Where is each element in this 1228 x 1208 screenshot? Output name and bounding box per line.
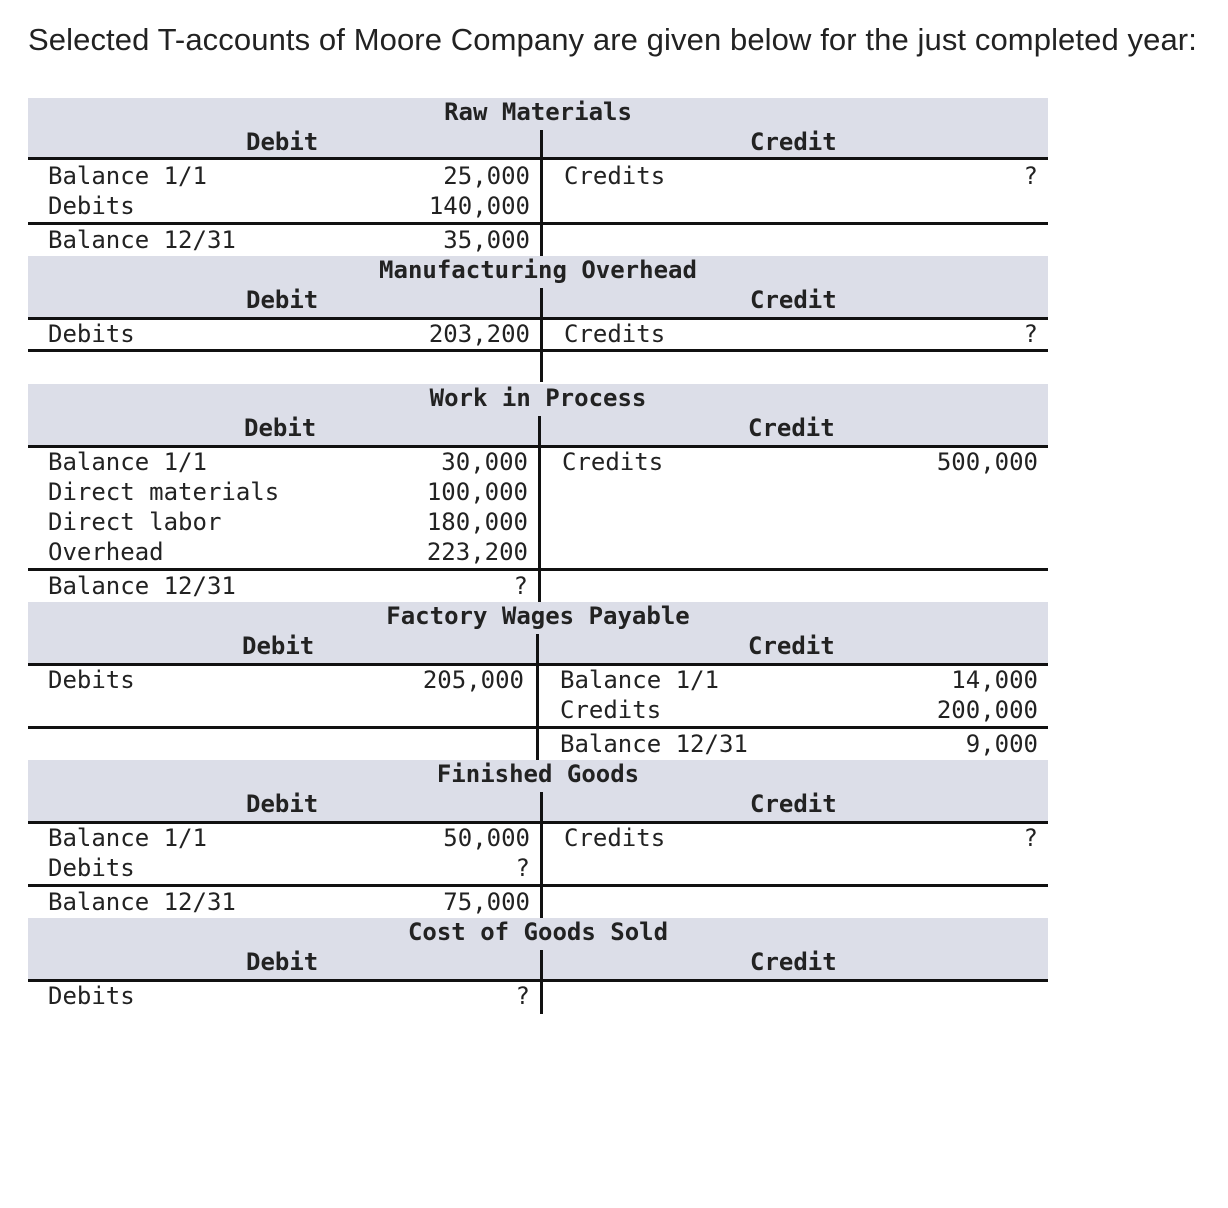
- debit-row-amount: 203,200: [428, 320, 530, 348]
- t-account-work-in-process: [28, 384, 1048, 602]
- debit-balance-amount: 75,000: [443, 888, 530, 916]
- t-account-raw-materials: [28, 98, 1048, 258]
- credit-heading: Credit: [750, 286, 837, 314]
- debit-row-label: Debits: [48, 982, 135, 1010]
- debit-row-amount: 223,200: [426, 538, 528, 566]
- credit-row-label: Credits: [560, 696, 662, 724]
- debit-balance-amount: ?: [513, 572, 528, 600]
- account-title: Factory Wages Payable: [386, 602, 690, 630]
- debit-balance-label: Balance 12/31: [48, 226, 236, 254]
- debit-row-amount: 50,000: [443, 824, 530, 852]
- debit-row-amount: ?: [515, 982, 530, 1010]
- credit-row-amount: 14,000: [951, 666, 1038, 694]
- credit-row-label: Balance 1/1: [560, 666, 719, 694]
- credit-row-label: Credits: [562, 448, 664, 476]
- debit-row-label: Debits: [48, 320, 135, 348]
- debit-heading: Debit: [246, 948, 319, 976]
- debit-row-amount: ?: [515, 854, 530, 882]
- credit-row-label: Credits: [564, 824, 666, 852]
- intro-text: Selected T-accounts of Moore Company are given below for the just completed year:: [28, 22, 1197, 57]
- credit-balance-label: Balance 12/31: [560, 730, 748, 758]
- debit-heading: Debit: [246, 790, 319, 818]
- debit-row-label: Direct labor: [48, 508, 222, 536]
- debit-balance-label: Balance 12/31: [48, 888, 236, 916]
- debit-row-label: Balance 1/1: [48, 162, 207, 190]
- debit-heading: Debit: [246, 128, 319, 156]
- account-title: Work in Process: [429, 384, 647, 412]
- debit-row-label: Direct materials: [48, 478, 280, 506]
- account-title: Finished Goods: [436, 760, 640, 788]
- credit-row-label: Credits: [564, 320, 666, 348]
- account-title: Raw Materials: [444, 98, 632, 126]
- credit-heading: Credit: [748, 632, 835, 660]
- account-title: Cost of Goods Sold: [407, 918, 669, 946]
- credit-row-amount: ?: [1023, 162, 1038, 190]
- credit-row-amount: ?: [1023, 320, 1038, 348]
- debit-heading: Debit: [244, 414, 317, 442]
- debit-heading: Debit: [246, 286, 319, 314]
- debit-row-label: Overhead: [48, 538, 164, 566]
- credit-heading: Credit: [750, 790, 837, 818]
- debit-row-amount: 140,000: [428, 192, 530, 220]
- debit-row-label: Debits: [48, 192, 135, 220]
- debit-row-amount: 30,000: [441, 448, 528, 476]
- debit-row-amount: 100,000: [426, 478, 528, 506]
- credit-row-label: Credits: [564, 162, 666, 190]
- credit-heading: Credit: [748, 414, 835, 442]
- credit-balance-amount: 9,000: [965, 730, 1038, 758]
- debit-row-label: Debits: [48, 854, 135, 882]
- account-title: Manufacturing Overhead: [379, 256, 697, 284]
- debit-row-label: Debits: [48, 666, 135, 694]
- credit-row-amount: 500,000: [936, 448, 1038, 476]
- debit-heading: Debit: [242, 632, 315, 660]
- debit-row-amount: 180,000: [426, 508, 528, 536]
- t-account-cost-of-goods-sold: [28, 918, 1048, 1014]
- debit-row-amount: 25,000: [443, 162, 530, 190]
- t-account-finished-goods: [28, 760, 1048, 920]
- debit-balance-label: Balance 12/31: [48, 572, 236, 600]
- debit-balance-amount: 35,000: [443, 226, 530, 254]
- credit-row-amount: ?: [1023, 824, 1038, 852]
- debit-row-label: Balance 1/1: [48, 824, 207, 852]
- debit-row-label: Balance 1/1: [48, 448, 207, 476]
- t-account-factory-wages-payable: [28, 602, 1048, 762]
- t-account-manufacturing-overhead: [28, 256, 1048, 382]
- credit-heading: Credit: [750, 948, 837, 976]
- credit-row-amount: 200,000: [936, 696, 1038, 724]
- debit-row-amount: 205,000: [422, 666, 524, 694]
- credit-heading: Credit: [750, 128, 837, 156]
